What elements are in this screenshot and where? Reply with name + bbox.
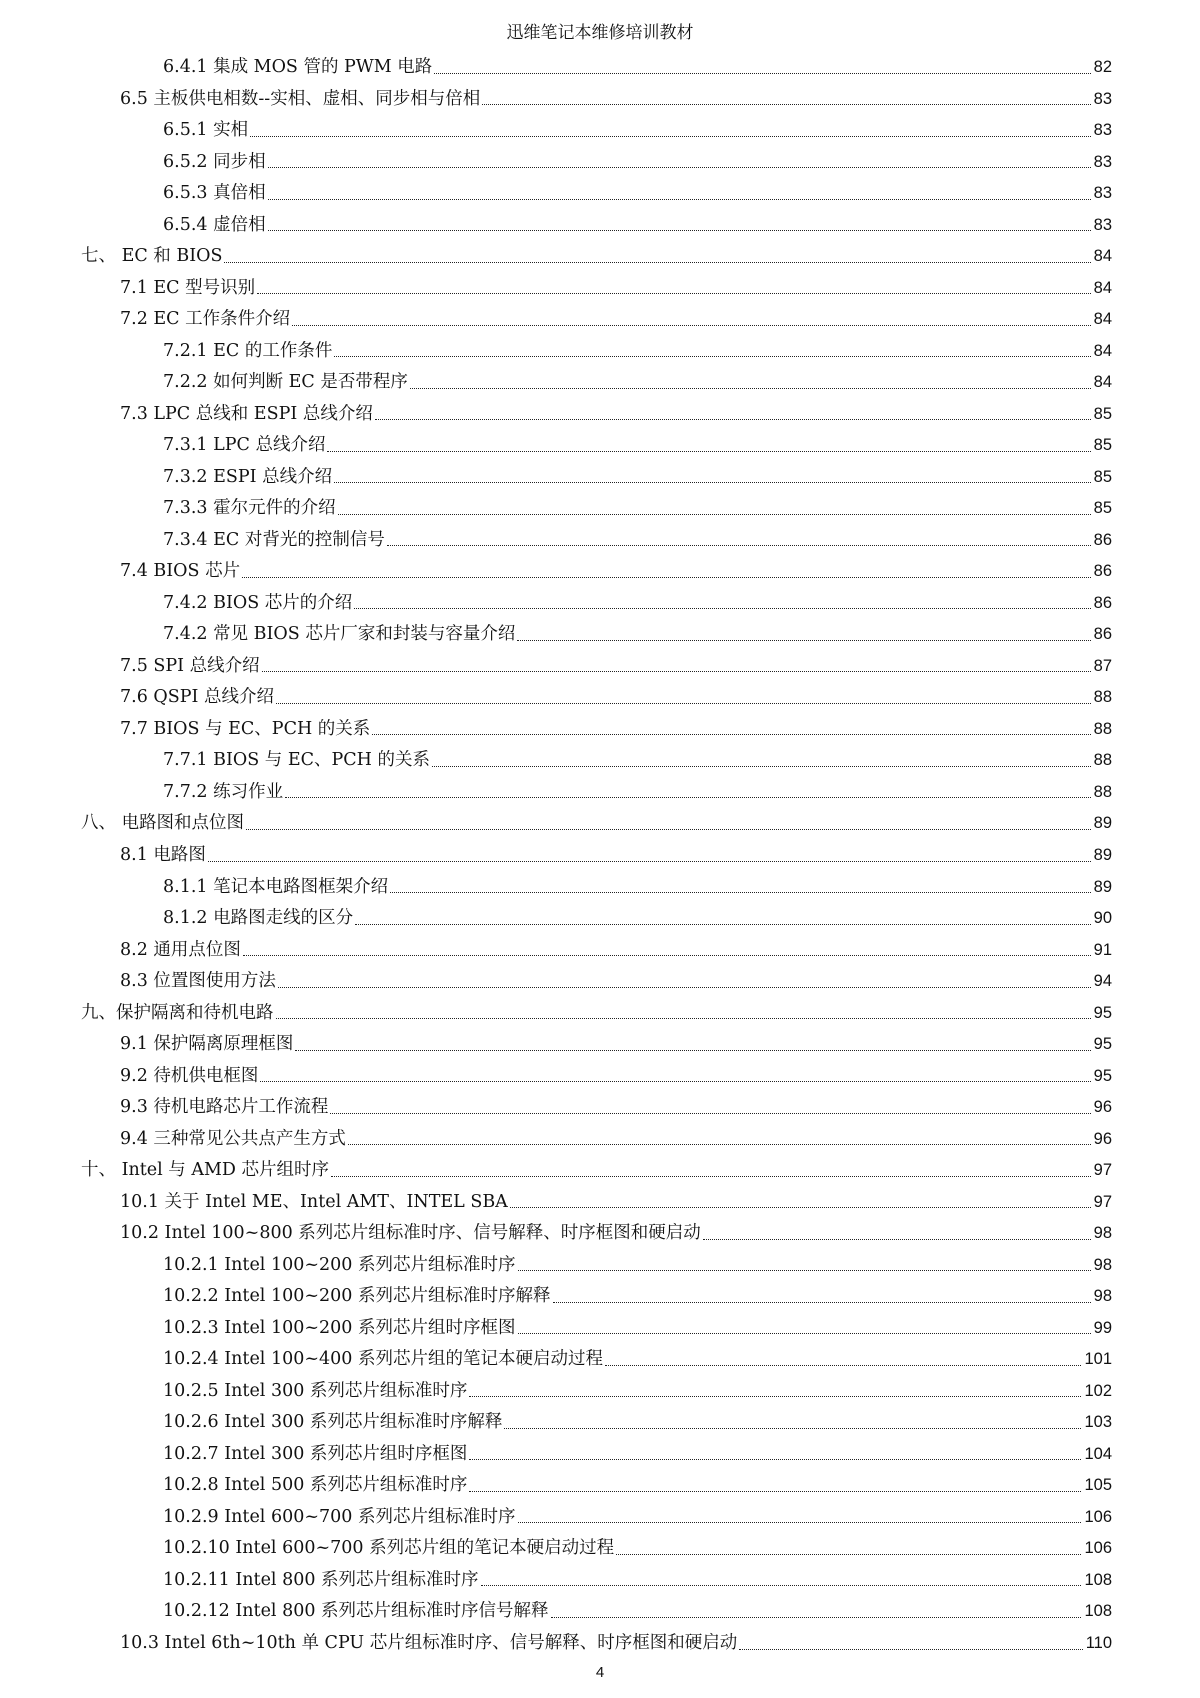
toc-entry[interactable] <box>81 1154 1112 1186</box>
toc-entry-page: 98 <box>1093 1224 1112 1243</box>
toc-entry[interactable] <box>120 555 1112 587</box>
toc-entry-title: 7.7 BIOS 与 EC、PCH 的关系 <box>120 718 371 739</box>
toc-entry-page: 98 <box>1093 1255 1112 1274</box>
toc-entry-title: 7.7.2 练习作业 <box>163 781 284 802</box>
toc-entry-page: 86 <box>1093 530 1112 549</box>
toc-entry-title: 7.2.2 如何判断 EC 是否带程序 <box>163 372 408 393</box>
dot-leader <box>703 1239 1091 1240</box>
dot-leader <box>410 388 1091 389</box>
toc-entry[interactable] <box>163 461 1112 493</box>
dot-leader <box>518 1270 1091 1271</box>
dot-leader <box>246 829 1091 830</box>
toc-entry-page: 83 <box>1093 215 1112 234</box>
toc-entry-title: 10.2.10 Intel 600~700 系列芯片组的笔记本硬启动过程 <box>163 1538 615 1559</box>
toc-entry-title: 8.1.1 笔记本电路图框架介绍 <box>163 876 389 897</box>
toc-entry-page: 86 <box>1093 593 1112 612</box>
toc-entry-title: 6.5.4 虚倍相 <box>163 214 266 235</box>
toc-entry-title: 八、 电路图和点位图 <box>81 813 245 834</box>
toc-entry[interactable] <box>120 303 1112 335</box>
toc-entry-title: 10.2.8 Intel 500 系列芯片组标准时序 <box>163 1475 468 1496</box>
toc-entry[interactable] <box>163 1343 1112 1375</box>
toc-entry[interactable] <box>120 1060 1112 1092</box>
toc-entry[interactable] <box>120 934 1112 966</box>
toc-entry-title: 七、 EC 和 BIOS <box>81 246 223 267</box>
dot-leader <box>208 861 1091 862</box>
dot-leader <box>250 136 1091 137</box>
toc-entry-page: 91 <box>1093 940 1112 959</box>
toc-entry-page: 95 <box>1093 1066 1112 1085</box>
dot-leader <box>330 1113 1090 1114</box>
toc-entry[interactable] <box>163 618 1112 650</box>
toc-entry-page: 106 <box>1084 1507 1112 1526</box>
toc-entry[interactable] <box>163 492 1112 524</box>
toc-entry[interactable] <box>163 209 1112 241</box>
toc-entry[interactable] <box>163 146 1112 178</box>
toc-entry-title: 7.2.1 EC 的工作条件 <box>163 340 333 361</box>
toc-entry[interactable] <box>163 114 1112 146</box>
toc-entry-page: 104 <box>1084 1444 1112 1463</box>
toc-entry-title: 7.4.2 常见 BIOS 芯片厂家和封装与容量介绍 <box>163 624 516 645</box>
dot-leader <box>517 640 1090 641</box>
toc-entry-page: 84 <box>1093 310 1112 329</box>
toc-entry-title: 7.5 SPI 总线介绍 <box>120 655 260 676</box>
dot-leader <box>276 703 1091 704</box>
toc-entry[interactable] <box>120 681 1112 713</box>
dot-leader <box>268 230 1091 231</box>
toc-entry-page: 85 <box>1093 404 1112 423</box>
toc-entry[interactable] <box>163 1501 1112 1533</box>
toc-entry-title: 10.2.9 Intel 600~700 系列芯片组标准时序 <box>163 1506 516 1527</box>
toc-entry[interactable] <box>163 587 1112 619</box>
toc-entry-title: 6.5.2 同步相 <box>163 151 266 172</box>
page-number: 4 <box>595 1664 605 1681</box>
toc-entry[interactable] <box>120 272 1112 304</box>
toc-entry-title: 6.5 主板供电相数--实相、虚相、同步相与倍相 <box>120 88 481 109</box>
toc-entry-page: 108 <box>1084 1570 1112 1589</box>
toc-entry[interactable] <box>81 807 1112 839</box>
toc-entry-title: 10.2.1 Intel 100~200 系列芯片组标准时序 <box>163 1254 516 1275</box>
toc-entry[interactable] <box>163 51 1112 83</box>
toc-entry[interactable] <box>120 965 1112 997</box>
toc-entry[interactable] <box>163 1280 1112 1312</box>
toc-entry-page: 84 <box>1093 373 1112 392</box>
dot-leader <box>372 734 1090 735</box>
dot-leader <box>260 1081 1090 1082</box>
toc-entry[interactable] <box>120 1627 1112 1659</box>
toc-entry-page: 94 <box>1093 972 1112 991</box>
toc-entry-title: 10.2.7 Intel 300 系列芯片组时序框图 <box>163 1443 468 1464</box>
toc-entry-page: 83 <box>1093 152 1112 171</box>
toc-entry[interactable] <box>163 1595 1112 1627</box>
toc-entry-page: 87 <box>1093 656 1112 675</box>
dot-leader <box>278 987 1091 988</box>
dot-leader <box>390 892 1091 893</box>
toc-entry-page: 88 <box>1093 719 1112 738</box>
toc-entry[interactable] <box>120 1186 1112 1218</box>
dot-leader <box>268 199 1091 200</box>
toc-entry[interactable] <box>120 83 1112 115</box>
toc-entry[interactable] <box>163 1312 1112 1344</box>
toc-entry-title: 9.3 待机电路芯片工作流程 <box>120 1097 329 1118</box>
toc-entry-page: 90 <box>1093 909 1112 928</box>
dot-leader <box>348 1144 1091 1145</box>
toc-entry-title: 7.3.1 LPC 总线介绍 <box>163 435 326 456</box>
toc-entry-title: 10.3 Intel 6th~10th 单 CPU 芯片组标准时序、信号解释、时序框图和硬启动 <box>120 1633 738 1653</box>
toc-entry-title: 7.4.2 BIOS 芯片的介绍 <box>163 592 353 613</box>
dot-leader <box>518 1333 1091 1334</box>
toc-entry-title: 7.3.3 霍尔元件的介绍 <box>163 498 336 519</box>
toc-entry-page: 103 <box>1084 1413 1112 1432</box>
toc-entry-page: 84 <box>1093 247 1112 266</box>
toc-entry-page: 82 <box>1093 58 1112 76</box>
toc-entry[interactable] <box>163 177 1112 209</box>
toc-entry-page: 85 <box>1093 499 1112 518</box>
dot-leader <box>243 955 1091 956</box>
toc-entry-title: 10.2.4 Intel 100~400 系列芯片组的笔记本硬启动过程 <box>163 1349 603 1370</box>
toc-entry[interactable] <box>163 335 1112 367</box>
toc-entry-page: 110 <box>1085 1634 1112 1652</box>
toc-entry-page: 97 <box>1093 1161 1112 1180</box>
toc-entry-page: 101 <box>1084 1350 1112 1369</box>
toc-entry-title: 9.1 保护隔离原理框图 <box>120 1034 294 1055</box>
toc-entry-page: 97 <box>1093 1192 1112 1211</box>
toc-entry-title: 7.3 LPC 总线和 ESPI 总线介绍 <box>120 403 373 424</box>
toc-entry-title: 10.1 关于 Intel ME、Intel AMT、INTEL SBA <box>120 1191 508 1212</box>
dot-leader <box>387 545 1091 546</box>
toc-entry-title: 8.1 电路图 <box>120 845 206 865</box>
toc-entry-page: 84 <box>1093 278 1112 297</box>
toc-entry-title: 7.6 QSPI 总线介绍 <box>120 687 274 708</box>
dot-leader <box>553 1302 1091 1303</box>
dot-leader <box>355 924 1091 925</box>
dot-leader <box>327 451 1090 452</box>
toc-entry[interactable] <box>163 524 1112 556</box>
dot-leader <box>295 1050 1090 1051</box>
toc-entry[interactable] <box>120 839 1112 871</box>
toc-entry-title: 10.2.3 Intel 100~200 系列芯片组时序框图 <box>163 1317 516 1338</box>
dot-leader <box>242 577 1091 578</box>
toc-entry-page: 88 <box>1093 782 1112 801</box>
dot-leader <box>432 766 1091 767</box>
dot-leader <box>510 1207 1091 1208</box>
toc-entry-page: 99 <box>1093 1318 1112 1337</box>
toc-entry-page: 83 <box>1093 184 1112 203</box>
toc-entry-title: 6.4.1 集成 MOS 管的 PWM 电路 <box>163 57 433 77</box>
dot-leader <box>338 514 1091 515</box>
dot-leader <box>551 1617 1082 1618</box>
toc-entry-title: 9.4 三种常见公共点产生方式 <box>120 1128 346 1149</box>
toc-entry[interactable] <box>120 1091 1112 1123</box>
toc-entry-title: 7.3.4 EC 对背光的控制信号 <box>163 529 385 550</box>
toc-entry[interactable] <box>163 1375 1112 1407</box>
toc-entry-title: 7.7.1 BIOS 与 EC、PCH 的关系 <box>163 750 430 771</box>
toc-entry-page: 89 <box>1093 814 1112 833</box>
toc-entry[interactable] <box>163 1406 1112 1438</box>
toc-entry-page: 83 <box>1093 89 1112 108</box>
toc-entry[interactable] <box>163 1532 1112 1564</box>
dot-leader <box>469 1459 1081 1460</box>
toc-entry-page: 85 <box>1093 467 1112 486</box>
toc-entry-title: 6.5.3 真倍相 <box>163 183 266 204</box>
toc-entry[interactable] <box>120 398 1112 430</box>
dot-leader <box>375 419 1091 420</box>
toc-entry-page: 106 <box>1084 1539 1112 1558</box>
dot-leader <box>616 1554 1081 1555</box>
toc-entry-title: 7.1 EC 型号识别 <box>120 277 256 298</box>
dot-leader <box>334 482 1091 483</box>
toc-entry-page: 88 <box>1093 751 1112 770</box>
toc-entry-page: 95 <box>1093 1035 1112 1054</box>
toc-entry-title: 十、 Intel 与 AMD 芯片组时序 <box>81 1160 330 1181</box>
toc-entry-page: 88 <box>1093 688 1112 707</box>
toc-entry-title: 九、保护隔离和待机电路 <box>81 1002 274 1023</box>
toc-entry[interactable] <box>163 776 1112 808</box>
dot-leader <box>224 262 1090 263</box>
toc-entry[interactable] <box>163 366 1112 398</box>
toc-entry[interactable] <box>120 713 1112 745</box>
running-header: 迅维笔记本维修培训教材 <box>506 23 694 43</box>
toc-entry[interactable] <box>163 744 1112 776</box>
toc-entry-page: 89 <box>1093 846 1112 864</box>
toc-entry-title: 10.2.5 Intel 300 系列芯片组标准时序 <box>163 1380 468 1401</box>
toc-entry-page: 83 <box>1093 121 1112 140</box>
dot-leader <box>482 104 1090 105</box>
toc-entry[interactable] <box>163 871 1112 903</box>
dot-leader <box>469 1396 1081 1397</box>
toc-entry[interactable] <box>120 1123 1112 1155</box>
toc-entry-title: 6.5.1 实相 <box>163 120 249 141</box>
dot-leader <box>605 1365 1081 1366</box>
toc-entry-title: 8.1.2 电路图走线的区分 <box>163 908 354 929</box>
dot-leader <box>262 671 1091 672</box>
toc-entry-title: 7.2 EC 工作条件介绍 <box>120 309 291 330</box>
dot-leader <box>331 1176 1091 1177</box>
toc-entry-title: 10.2.6 Intel 300 系列芯片组标准时序解释 <box>163 1412 503 1433</box>
toc-entry-page: 105 <box>1084 1476 1112 1495</box>
dot-leader <box>257 293 1091 294</box>
toc-entry-title: 10.2.11 Intel 800 系列芯片组标准时序 <box>163 1569 479 1590</box>
toc-entry-title: 8.3 位置图使用方法 <box>120 971 276 992</box>
toc-entry[interactable] <box>163 1469 1112 1501</box>
toc-entry[interactable] <box>163 1438 1112 1470</box>
toc-entry-title: 10.2 Intel 100~800 系列芯片组标准时序、信号解释、时序框图和硬启动 <box>120 1223 701 1244</box>
dot-leader <box>354 608 1090 609</box>
dot-leader <box>334 356 1090 357</box>
toc-entry-page: 102 <box>1084 1381 1112 1400</box>
dot-leader <box>504 1428 1081 1429</box>
toc-entry[interactable] <box>163 1249 1112 1281</box>
toc-entry[interactable] <box>81 240 1112 272</box>
toc-entry-page: 85 <box>1093 436 1112 455</box>
toc-entry-page: 96 <box>1093 1098 1112 1117</box>
toc-entry[interactable] <box>120 650 1112 682</box>
dot-leader <box>276 1018 1091 1019</box>
toc-entry-title: 8.2 通用点位图 <box>120 939 241 960</box>
toc-entry-title: 9.2 待机供电框图 <box>120 1065 259 1086</box>
toc-entry[interactable] <box>120 1217 1112 1249</box>
dot-leader <box>518 1522 1082 1523</box>
toc-entry-page: 84 <box>1093 341 1112 360</box>
toc-entry-page: 95 <box>1093 1003 1112 1022</box>
toc-entry-page: 89 <box>1093 877 1112 896</box>
toc-entry-title: 10.2.12 Intel 800 系列芯片组标准时序信号解释 <box>163 1601 549 1622</box>
dot-leader <box>434 73 1090 74</box>
toc-entry-title: 10.2.2 Intel 100~200 系列芯片组标准时序解释 <box>163 1286 551 1307</box>
toc-entry[interactable] <box>163 902 1112 934</box>
toc-entry-page: 98 <box>1093 1287 1112 1306</box>
dot-leader <box>268 167 1091 168</box>
toc-entry[interactable] <box>163 429 1112 461</box>
toc-entry-title: 7.3.2 ESPI 总线介绍 <box>163 466 333 487</box>
toc-entry-title: 7.4 BIOS 芯片 <box>120 561 241 582</box>
dot-leader <box>739 1649 1082 1650</box>
toc-entry[interactable] <box>120 1028 1112 1060</box>
toc-entry-page: 86 <box>1093 625 1112 644</box>
toc-entry[interactable] <box>163 1564 1112 1596</box>
toc-entry[interactable] <box>81 997 1112 1029</box>
dot-leader <box>292 325 1091 326</box>
toc-entry-page: 96 <box>1093 1129 1112 1148</box>
toc-entry-page: 108 <box>1084 1602 1112 1621</box>
dot-leader <box>481 1585 1082 1586</box>
dot-leader <box>285 797 1091 798</box>
dot-leader <box>469 1491 1081 1492</box>
toc-entry-page: 86 <box>1093 562 1112 581</box>
